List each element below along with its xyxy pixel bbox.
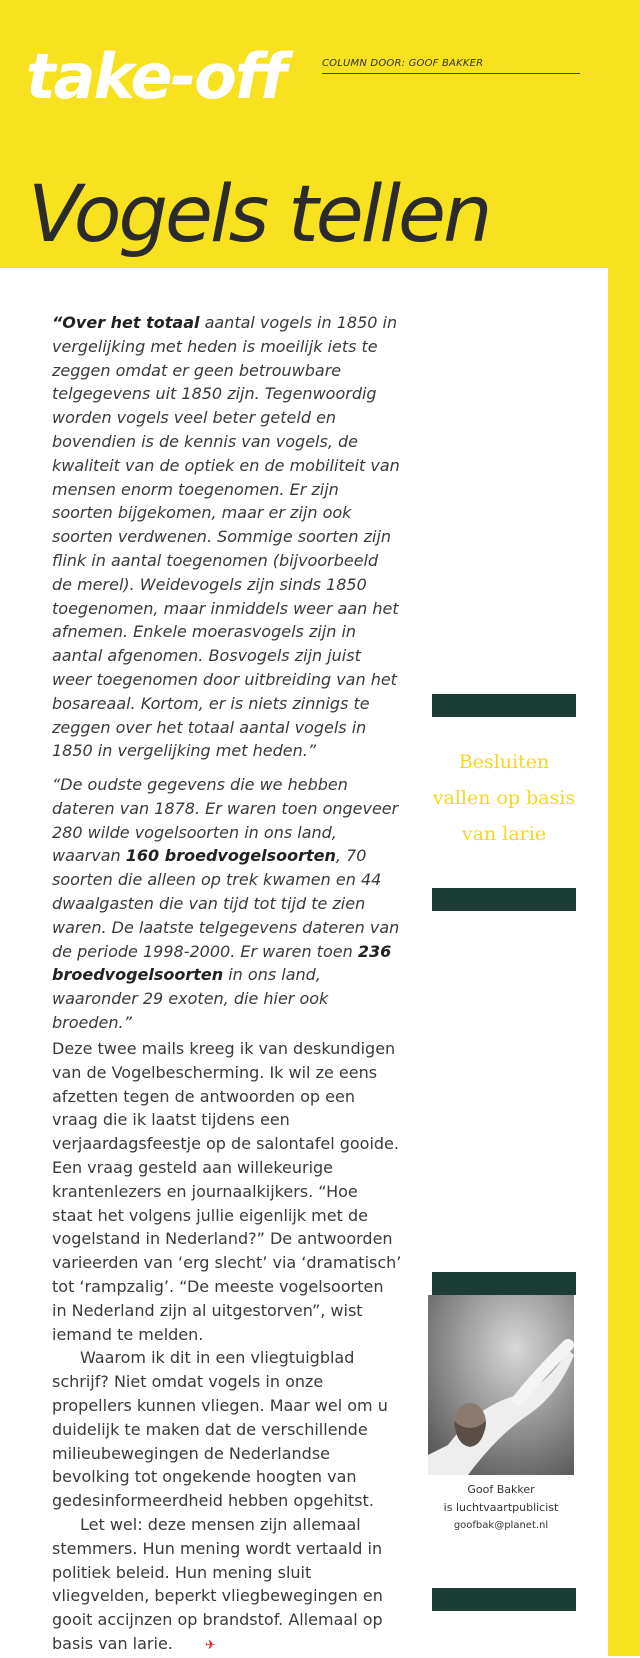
body-paragraph-2: Waarom ik dit in een vliegtuigblad schrijf? Niet omdat vogels in onze propellers kunnen vliegen. Maar wel om u duidelijk te maken dat de verschillende milieubewegingen de Nederlandse bevolking tot ongekende hoogten van gedesinformeerdheid hebben opgehitst. (52, 1348, 388, 1511)
takeoff-end-mark-icon: ✈ (204, 1637, 216, 1653)
quote-paragraph-2 (52, 773, 402, 1035)
quote-2-part-3: in ons land, waaronder 29 exoten, die hier ook broeden.” (52, 965, 329, 1032)
body-paragraph-3: Let wel: deze mensen zijn allemaal stemmers. Hun mening wordt vertaald in politiek beleid. Hun mening sluit vliegvelden, beperkt vliegbewegingen en gooit accijnzen op brandstof. Allemaal op basis van larie. (52, 1514, 383, 1653)
author-photo (428, 1295, 574, 1475)
body-text (52, 1037, 402, 1658)
body-paragraph-1: Deze twee mails kreeg ik van deskundigen van de Vogelbescherming. Ik wil ze eens afzetten tegen de antwoorden op een vraag die ik laatst tijdens een verjaardagsfeestje op de salontafel gooide. Een vraag gesteld aan willekeurige krantenlezers en journaalkijkers. “Hoe staat het volgens jullie eigenlijk met de vogelstand in Nederland?” De antwoorden varieerden van ‘erg slecht’ via ‘dramatisch’ tot ‘rampzalig’. “De meeste vogelsoorten in Nederland zijn al uitgestorven”, wist iemand te melden. (52, 1039, 402, 1344)
quote-paragraph-1 (52, 311, 402, 763)
author-caption (428, 1481, 574, 1535)
author-name: Goof Bakker (467, 1483, 535, 1496)
column-byline: COLUMN DOOR: GOOF BAKKER (322, 58, 580, 74)
pull-quote-bottom-bar (432, 888, 576, 911)
photo-bottom-bar (432, 1588, 576, 1611)
right-color-band (608, 0, 640, 1656)
quote-lead: “Over het totaal (52, 313, 200, 332)
photo-top-bar (432, 1272, 576, 1295)
quote-1-text: aantal vogels in 1850 in vergelijking met heden is moeilijk iets te zeggen omdat er geen betrouwbare telgegevens uit 1850 zijn. Tegenwoordig worden vogels veel beter geteld en bovendien is de kennis van vogels, de kwaliteit van de optiek en de mobiliteit van mensen enorm toegenomen. Er zijn soorten bijgekomen, maar er zijn ook soorten verdwenen. Sommige soorten zijn flink in aantal toegenomen (bijvoorbeeld de merel). Weidevogels zijn sinds 1850 toegenomen, maar inmiddels weer aan het afnemen. Enkele moerasvogels zijn in aantal afgenomen. Bosvogels zijn juist weer toegenomen door uitbreiding van het bosareaal. Kortom, er is niets zinnigs te zeggen over het totaal aantal vogels in 1850 in vergelijking met heden.” (52, 313, 400, 761)
quote-2-part-2: , 70 soorten die alleen op trek kwamen en 44 dwaalgasten die van tijd tot tijd te zien waren. De laatste telgegevens dateren van de periode 1998-2000. Er waren toen (52, 846, 400, 961)
quote-2-bold-1: 160 broedvogelsoorten (125, 846, 336, 866)
magazine-logo: take-off (26, 40, 285, 113)
header-band (0, 0, 608, 268)
pull-quote-top-bar (432, 694, 576, 717)
author-email: goofbak@planet.nl (453, 1520, 549, 1531)
article-headline: Vogels tellen (28, 170, 490, 260)
quote-2-part-1: “De oudste gegevens die we hebben dateren van 1878. Er waren toen ongeveer 280 wilde vogelsoorten in ons land, waarvan (52, 775, 399, 866)
pull-quote: Besluiten vallen op basis van larie (432, 751, 576, 845)
author-photo-image (428, 1295, 574, 1475)
author-role: is luchtvaartpublicist (443, 1501, 559, 1514)
quote-2-bold-2: 236 broedvogelsoorten (52, 941, 392, 985)
